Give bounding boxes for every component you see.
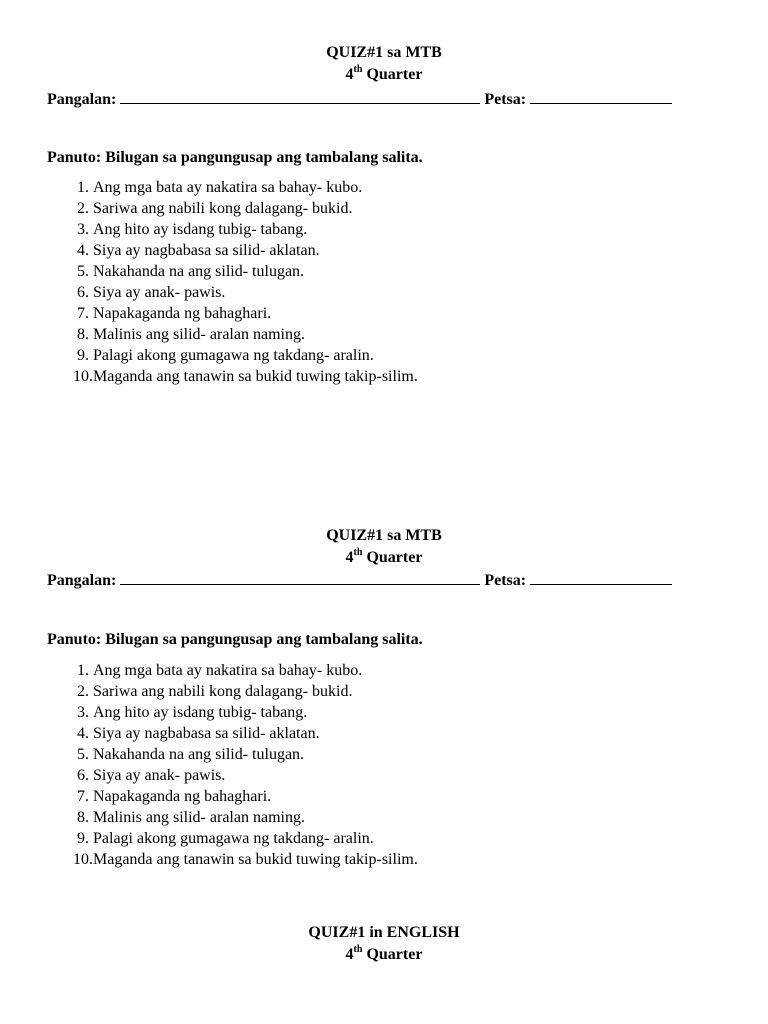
quarter-heading [0,65,768,85]
item-text: Palagi akong gumagawa ng takdang- aralin. [93,830,374,847]
item-number: 9. [77,347,89,364]
quarter-word: Quarter [366,66,423,83]
item-text: Ang mga bata ay nakatira sa bahay- kubo. [93,662,363,679]
item-number: 10. [73,368,93,385]
item-text: Maganda ang tanawin sa bukid tuwing takip-silim. [93,851,418,868]
item-text: Siya ay anak- pawis. [93,767,226,784]
item-text: Siya ay anak- pawis. [93,284,226,301]
item-number: 2. [77,200,89,217]
item-text: Siya ay nagbabasa sa silid- aklatan. [93,725,320,742]
item-number: 2. [77,683,89,700]
date-blank[interactable] [530,88,672,104]
name-label: Pangalan: [47,572,117,589]
item-number: 4. [77,242,89,259]
date-blank[interactable] [530,569,672,585]
item-text: Sariwa ang nabili kong dalagang- bukid. [93,683,353,700]
quarter-suffix: th [353,546,363,558]
name-blank[interactable] [120,569,480,585]
item-number: 5. [77,263,89,280]
quarter-word: Quarter [366,549,423,566]
item-number: 5. [77,746,89,763]
item-number: 1. [77,662,89,679]
item-number: 4. [77,725,89,742]
quarter-word: Quarter [366,946,423,963]
quarter-number: 4 [345,549,354,566]
item-number: 1. [77,179,89,196]
quarter-number: 4 [345,66,354,83]
quarter-suffix: th [353,63,363,75]
item-number: 8. [77,326,89,343]
item-text: Ang mga bata ay nakatira sa bahay- kubo. [93,179,363,196]
name-date-row [47,88,672,110]
item-text: Ang hito ay isdang tubig- tabang. [93,221,308,238]
item-text: Napakaganda ng bahaghari. [93,305,272,322]
item-number: 6. [77,284,89,301]
item-number: 7. [77,305,89,322]
date-label: Petsa: [484,91,527,108]
item-number: 6. [77,767,89,784]
item-number: 10. [73,851,93,868]
name-label: Pangalan: [47,91,117,108]
instruction: Panuto: Bilugan sa pangungusap ang tambalang salita. [47,149,423,166]
item-text: Maganda ang tanawin sa bukid tuwing takip-silim. [93,368,418,385]
item-text: Sariwa ang nabili kong dalagang- bukid. [93,200,353,217]
quiz-title: QUIZ#1 sa MTB [326,527,442,544]
quiz-title: QUIZ#1 in ENGLISH [308,924,460,941]
quarter-heading [0,548,768,568]
item-number: 9. [77,830,89,847]
item-text: Nakahanda na ang silid- tulugan. [93,263,305,280]
quiz-title: QUIZ#1 sa MTB [326,44,442,61]
item-text: Nakahanda na ang silid- tulugan. [93,746,305,763]
instruction: Panuto: Bilugan sa pangungusap ang tambalang salita. [47,631,423,648]
quarter-suffix: th [353,943,363,955]
item-text: Malinis ang silid- aralan naming. [93,326,305,343]
item-number: 7. [77,788,89,805]
name-blank[interactable] [120,88,480,104]
item-text: Palagi akong gumagawa ng takdang- aralin. [93,347,374,364]
item-text: Siya ay nagbabasa sa silid- aklatan. [93,242,320,259]
name-date-row [47,569,672,591]
item-text: Napakaganda ng bahaghari. [93,788,272,805]
item-text: Malinis ang silid- aralan naming. [93,809,305,826]
item-text: Ang hito ay isdang tubig- tabang. [93,704,308,721]
item-number: 3. [77,704,89,721]
date-label: Petsa: [484,572,527,589]
quarter-heading [0,945,768,965]
item-number: 3. [77,221,89,238]
item-number: 8. [77,809,89,826]
quarter-number: 4 [345,946,354,963]
